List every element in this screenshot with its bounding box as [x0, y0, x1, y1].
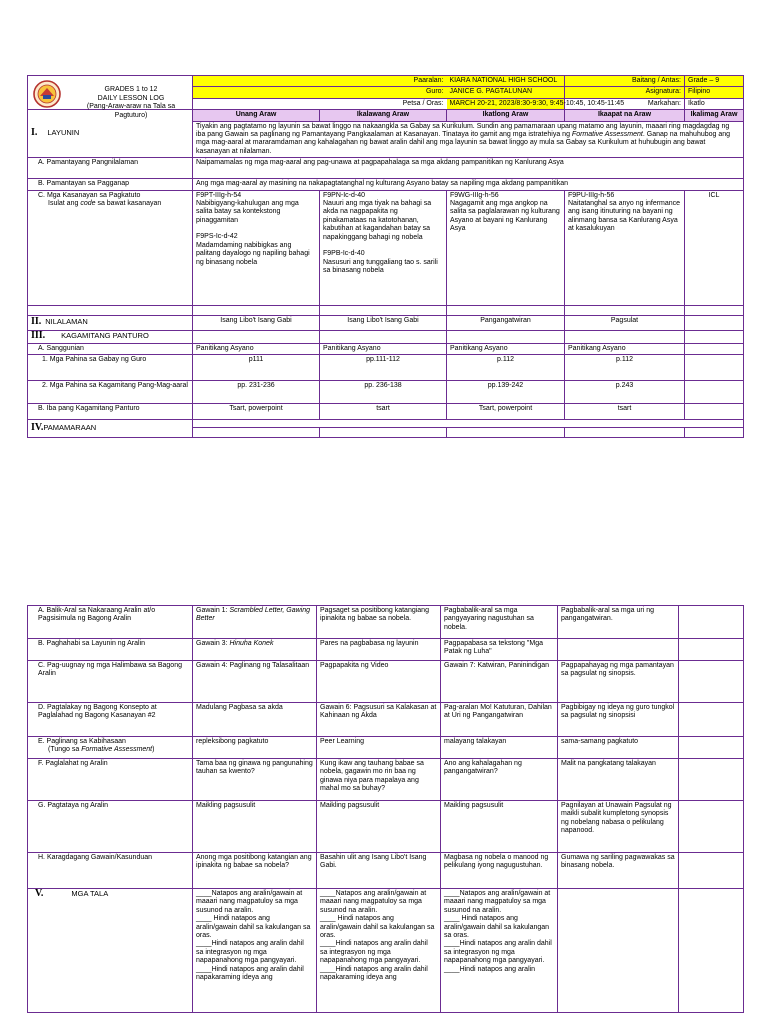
- section-4-label: PAMAMARAAN: [43, 422, 97, 432]
- nilalaman-spacer: [28, 305, 193, 315]
- karagdagang-day-4: Gumawa ng sariling pagwawakas sa binasang nobela.: [558, 853, 679, 889]
- nilalaman-day-3: Pangangatwiran: [447, 315, 565, 330]
- paglinang-day-4: sama-samang pagkatuto: [558, 737, 679, 759]
- log-title: DAILY LESSON LOG: [97, 94, 165, 102]
- kagamitang-mag-aaral-label: 2. Mga Pahina sa Kagamitang Pang-Mag-aaral: [28, 381, 193, 404]
- pagtataya-label: G. Pagtataya ng Aralin: [28, 801, 193, 853]
- section-1-label: LAYUNIN: [47, 128, 80, 138]
- kasanayan-label-cell: [28, 190, 193, 305]
- pamantayang-pangnilalaman-text: Naipamamalas ng mga mag-aaral ang pag-unawa at pagpapahalaga sa mga akdang pampanitikan ng Kanlurang Asya: [193, 158, 744, 179]
- gabay-guro-label: 1. Mga Pahina sa Gabay ng Guro: [28, 355, 193, 381]
- gabay-guro-day-1: p111: [193, 355, 320, 381]
- gabay-guro-day-2: pp.111-112: [320, 355, 447, 381]
- day-header-3: Ikatlong Araw: [447, 110, 565, 121]
- section-2-number: II.: [31, 315, 42, 327]
- pag-uugnay-day-1: Gawain 4: Paglinang ng Talasalitaan: [193, 661, 317, 703]
- paghahabi-day-4: [558, 639, 679, 661]
- karagdagang-day-5: [679, 853, 744, 889]
- pagtalakay-label: D. Pagtalakay ng Bagong Konsepto at Paglalahad ng Bagong Kasanayan #2: [28, 703, 193, 737]
- markahan-value: Ikatlo: [685, 98, 744, 109]
- section-5-number: V.: [35, 888, 44, 899]
- paglinang-kabihasaan-label: E. Paglinang sa Kabihasaan: [38, 738, 126, 745]
- karagdagang-gawain-label: H. Karagdagang Gawain/Kasunduan: [28, 853, 193, 889]
- day-header-5: Ikalimag Araw: [685, 110, 744, 121]
- asignatura-value: Filipino: [685, 87, 744, 98]
- pagtalakay-day-4: Pagbibigay ng ideya ng guro tungkol sa pagsulat ng sinopsisi: [558, 703, 679, 737]
- pag-uugnay-day-2: Pagpapakita ng Video: [317, 661, 441, 703]
- paglinang-kabihasaan-cell: [28, 737, 193, 759]
- paglalahat-day-4: Malit na pangkatang talakayan: [558, 759, 679, 801]
- guro-value: JANICE G. PAGTALUNAN: [447, 87, 565, 98]
- nilalaman-day-4: Pagsulat: [565, 315, 685, 330]
- paghahabi-day-1: Gawain 3: Hinuha Konek: [193, 639, 317, 661]
- kagamitang-mag-aaral-day-5: [685, 381, 744, 404]
- balik-aral-day-2: Pagsaget sa positibong katangiang ipinakita ng babae sa nobela.: [317, 606, 441, 639]
- day-header-2: Ikalawang Araw: [320, 110, 447, 121]
- nilalaman-heading-cell: [28, 315, 193, 330]
- pagtataya-day-3: Maikling pagsusulit: [441, 801, 558, 853]
- kasanayan-day-2: F9PN-Ic-d-40 Nauuri ang mga tiyak na bahagi sa akda na nagpapakita ng pinakamataas na katotohanan, kabutihan at kagandahan batay sa napakinggang bahagi ng nobela F9PB-Ic-d-40 Nasusuri ang tunggaliang tao s. sarili sa binasang nobela: [320, 190, 447, 305]
- pamantayan-sa-pagganap-label: B. Pamantayan sa Pagganap: [28, 179, 193, 190]
- sanggunian-day-3: Panitikang Asyano: [447, 343, 565, 354]
- paghahabi-label: B. Paghahabi sa Layunin ng Aralin: [28, 639, 193, 661]
- paglinang-kabihasaan-sublabel: (Tungo sa Formative Assessment): [48, 746, 155, 754]
- section-4-number: IV.: [31, 421, 44, 433]
- kagamitang-mag-aaral-day-4: p.243: [565, 381, 685, 404]
- sanggunian-day-5: [685, 343, 744, 354]
- paglalahat-day-5: [679, 759, 744, 801]
- pagtataya-day-4: Pagnilayan at Unawain Pagsulat ng maikli subalit kumpletong synopsis ng nobelang nabasa o pelikulang napanood.: [558, 801, 679, 853]
- iba-pang-kagamitan-day-3: Tsart, powerpoint: [447, 404, 565, 420]
- pamantayang-pangnilalaman-label: A. Pamantayang Pangnilalaman: [28, 158, 193, 179]
- section-2-label: NILALAMAN: [45, 316, 88, 326]
- gabay-guro-day-5: [685, 355, 744, 381]
- pag-uugnay-day-5: [679, 661, 744, 703]
- markahan-label: Markahan:: [565, 98, 685, 109]
- balik-aral-label: A. Balik-Aral sa Nakaraang Aralin at/o Pagsisimula ng Bagong Aralin: [28, 606, 193, 639]
- karagdagang-day-1: Anong mga positibong katangian ang ipinakita ng babae sa nobela?: [193, 853, 317, 889]
- kagamitang-mag-aaral-day-1: pp. 231-236: [193, 381, 320, 404]
- guro-label: Guro:: [193, 87, 447, 98]
- iba-pang-kagamitan-day-1: Tsart, powerpoint: [193, 404, 320, 420]
- mga-tala-day-2: ____Natapos ang aralin/gawain at maaari nang magpatuloy sa mga susunod na aralin. ____ Hindi natapos ang aralin/gawain dahil sa kakulangan sa oras. ____Hindi natapos ang aralin dahil sa integrasyon ng mga napapanahong mga pangyayari. ____Hindi natapos ang aralin dahil napakaraming ideya ang: [317, 889, 441, 1013]
- kasanayan-day-3: F9WG-IIIg-h-56 Nagagamit ang mga angkop na salita sa paglalarawan ng kulturang Asyano at bayani ng Kanlurang Asya: [447, 190, 565, 305]
- pagtataya-day-5: [679, 801, 744, 853]
- day-header-4: Ikaapat na Araw: [565, 110, 685, 121]
- paghahabi-day-5: [679, 639, 744, 661]
- paglalahat-label: F. Paglalahat ng Aralin: [28, 759, 193, 801]
- paglalahat-day-3: Ano ang kahalagahan ng pangangatwiran?: [441, 759, 558, 801]
- mga-tala-day-5: [679, 889, 744, 1013]
- pagtalakay-day-2: Gawain 6: Pagsusuri sa Kalakasan at Kahinaan ng Akda: [317, 703, 441, 737]
- kasanayan-sublabel: Isulat ang code sa bawat kasanayan: [48, 200, 162, 208]
- kagamitang-mag-aaral-day-3: pp.139-242: [447, 381, 565, 404]
- iba-pang-kagamitan-day-5: [685, 404, 744, 420]
- iba-pang-kagamitan-label: B. Iba pang Kagamitang Panturo: [28, 404, 193, 420]
- sanggunian-day-1: Panitikang Asyano: [193, 343, 320, 354]
- log-subtitle: (Pang-Araw-araw na Tala sa Pagtuturo): [86, 103, 176, 119]
- mga-tala-day-3: ____Natapos ang aralin/gawain at maaari nang magpatuloy sa mga susunod na aralin. ____ Hindi natapos ang aralin/gawain dahil sa kakulangan sa oras. ____Hindi natapos ang aralin dahil sa integrasyon ng mga napapanahong mga pangyayari. ____Hindi natapos ang aralin: [441, 889, 558, 1013]
- karagdagang-day-2: Basahin ulit ang Isang Libo't Isang Gabi.: [317, 853, 441, 889]
- pagtataya-day-2: Maikling pagsusulit: [317, 801, 441, 853]
- grades-label: GRADES 1 to 12: [104, 86, 158, 93]
- section-3-label: KAGAMITANG PANTURO: [61, 330, 149, 340]
- section-3-number: III.: [31, 329, 46, 341]
- section-5-label: MGA TALA: [71, 889, 109, 898]
- petsa-value: MARCH 20-21, 2023/8:30-9:30, 9:45-10:45, 10:45-11:45: [447, 98, 565, 109]
- pagtalakay-day-1: Madulang Pagbasa sa akda: [193, 703, 317, 737]
- kasanayan-day-1: F9PT-IIIg-h-54 Nabibigyang-kahulugan ang mga salita batay sa kontekstong pinaggamitan F9PS-Ic-d-42 Madamdaming nabibigkas ang palitang dayalogo ng napiling bahagi ng binasang nobela: [193, 190, 320, 305]
- pamantayan-sa-pagganap-text: Ang mga mag-aaral ay masining na nakapagtatanghal ng kulturang Asyano batay sa napiling mga akdang pampanitikan: [193, 179, 744, 190]
- paghahabi-day-2: Pares na pagbabasa ng layunin: [317, 639, 441, 661]
- paglalahat-day-2: Kung ikaw ang tauhang babae sa nobela, gagawin mo rin baa ng ginawa niya para mapalaya ang mahal mo sa buhay?: [317, 759, 441, 801]
- pagtalakay-day-5: [679, 703, 744, 737]
- sanggunian-day-2: Panitikang Asyano: [320, 343, 447, 354]
- dll-table-top: [27, 75, 744, 438]
- petsa-label: Petsa / Oras:: [193, 98, 447, 109]
- pag-uugnay-day-4: Pagpapahayag ng mga pamantayan sa pagsulat ng sinopsis.: [558, 661, 679, 703]
- header-title-cell: [28, 76, 193, 119]
- paglinang-day-2: Peer Learning: [317, 737, 441, 759]
- iba-pang-kagamitan-day-4: tsart: [565, 404, 685, 420]
- gabay-guro-day-4: p.112: [565, 355, 685, 381]
- paglinang-day-3: malayang talakayan: [441, 737, 558, 759]
- balik-aral-day-1: Gawain 1: Scrambled Letter, Gawing Better: [193, 606, 317, 639]
- balik-aral-day-3: Pagbabalik-aral sa mga pangyayaring nagustuhan sa nobela.: [441, 606, 558, 639]
- kagamitang-mag-aaral-day-2: pp. 236-138: [320, 381, 447, 404]
- layunin-text: Tiyakin ang pagtatamo ng layunin sa bawat linggo na nakaangkla sa Gabay sa Kurikulum. Sundin ang pamamaraan upang matamo ang layunin, maaari ring magdagdag ng iba pang Gawain sa paglinang ng Pamantayang Pangkaalaman at Kasanayan. Tinataya ito gamit ang mga istratehiya ng Formative Assessment. Ganap na mahuhubog ang mga mag-aaral at mararamdaman ang kahalagahan ng bawat aralin dahil ang mga layunin sa bawat linggo ay mula sa Gabay sa Kurikulum at huhubugin ang bawat kasanayan at nilalaman.: [193, 121, 744, 158]
- day-header-1: Unang Araw: [193, 110, 320, 121]
- balik-aral-day-5: [679, 606, 744, 639]
- pag-uugnay-day-3: Gawain 7: Katwiran, Paninindigan: [441, 661, 558, 703]
- section-1-number: I.: [31, 127, 38, 139]
- pamamaraan-heading-cell: [28, 420, 193, 438]
- baitang-label: Baitang / Antas:: [565, 76, 685, 87]
- kasanayan-day-4: F9PU-IIIg-h-56 Naitatanghal sa anyo ng infermance ang isang itinuturing na bayani ng alinmang bansa sa Kanlurang Asya at kasalukuyan: [565, 190, 685, 305]
- sanggunian-day-4: Panitikang Asyano: [565, 343, 685, 354]
- sanggunian-label: A. Sanggunian: [28, 343, 193, 354]
- mga-tala-heading-cell: [28, 889, 193, 1013]
- kagamitan-heading-cell: [28, 330, 193, 343]
- paghahabi-day-3: Pagpapabasa sa tekstong "Mga Patak ng Luha": [441, 639, 558, 661]
- nilalaman-day-1: Isang Libo't Isang Gabi: [193, 315, 320, 330]
- gabay-guro-day-3: p.112: [447, 355, 565, 381]
- pag-uugnay-label: C. Pag-uugnay ng mga Halimbawa sa Bagong Aralin: [28, 661, 193, 703]
- mga-tala-day-4: [558, 889, 679, 1013]
- kasanayan-day-5: ICL: [685, 190, 744, 305]
- asignatura-label: Asignatura:: [565, 87, 685, 98]
- dll-table-procedure: [27, 605, 744, 1013]
- kasanayan-label: C. Mga Kasanayan sa Pagkatuto: [38, 191, 141, 199]
- paglinang-day-5: [679, 737, 744, 759]
- paglalahat-day-1: Tama baa ng ginawa ng pangunahing tauhan sa kwento?: [193, 759, 317, 801]
- nilalaman-day-2: Isang Libo't Isang Gabi: [320, 315, 447, 330]
- iba-pang-kagamitan-day-2: tsart: [320, 404, 447, 420]
- paglinang-day-1: repleksibong pagkatuto: [193, 737, 317, 759]
- nilalaman-day-5: [685, 315, 744, 330]
- balik-aral-day-4: Pagbabalik-aral sa mga uri ng pangangatwiran.: [558, 606, 679, 639]
- pagtalakay-day-3: Pag-aralan Mo! Katuturan, Dahilan at Uri ng Pangangatwiran: [441, 703, 558, 737]
- mga-tala-day-1: ____Natapos ang aralin/gawain at maaari nang magpatuloy sa mga susunod na aralin. ____ Hindi natapos ang aralin/gawain dahil sa kakulangan sa oras. ____Hindi natapos ang aralin dahil sa integrasyon ng mga napapanahong mga pangyayari. ____Hindi natapos ang aralin dahil napakaraming ideya ang: [193, 889, 317, 1013]
- paaralan-value: KIARA NATIONAL HIGH SCHOOL: [447, 76, 565, 87]
- karagdagang-day-3: Magbasa ng nobela o manood ng pelikulang iyong nagugustuhan.: [441, 853, 558, 889]
- pagtataya-day-1: Maikling pagsusulit: [193, 801, 317, 853]
- paaralan-label: Paaralan:: [193, 76, 447, 87]
- baitang-value: Grade – 9: [685, 76, 744, 87]
